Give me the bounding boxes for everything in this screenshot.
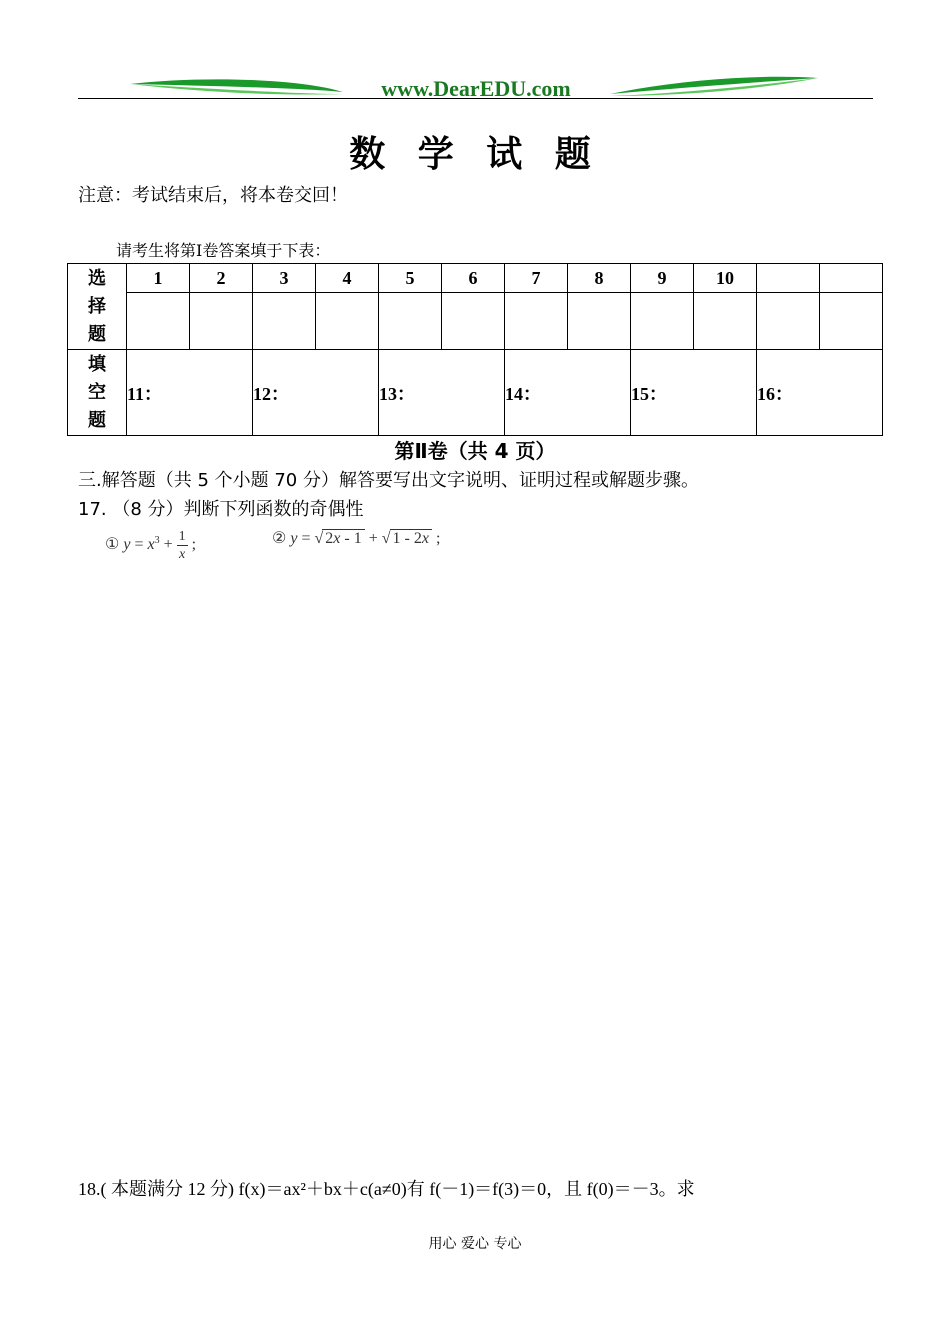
part3-heading: 三.解答题（共 5 个小题 70 分）解答要写出文字说明、证明过程或解题步骤。 xyxy=(78,470,699,491)
choice-answer-cell[interactable] xyxy=(253,293,316,350)
formula-2: ② y = √ 2x - 1 + √ 1 - 2x ; xyxy=(272,530,441,547)
logo-text: www.DearEDU.com xyxy=(381,76,571,101)
choice-answer-cell[interactable] xyxy=(505,293,568,350)
choice-number: 9 xyxy=(631,264,694,293)
choice-answer-cell[interactable] xyxy=(568,293,631,350)
choice-answer-cell[interactable] xyxy=(694,293,757,350)
fill-answer-cell[interactable]: 16： xyxy=(757,350,883,436)
choice-answer-cell[interactable] xyxy=(316,293,379,350)
choice-number: 4 xyxy=(316,264,379,293)
notice: 注意：考试结束后，将本卷交回！ xyxy=(78,185,348,206)
choice-number: 1 xyxy=(127,264,190,293)
instruction: 请考生将第Ⅰ卷答案填于下表： xyxy=(116,241,331,260)
header-logo xyxy=(78,70,873,106)
header-rule xyxy=(78,98,873,99)
choice-number: 6 xyxy=(442,264,505,293)
page-title: 数 学 试 题 xyxy=(349,134,601,175)
question-17: 17. （8 分）判断下列函数的奇偶性 xyxy=(78,499,364,520)
answer-table xyxy=(67,263,883,436)
choice-answer-cell[interactable] xyxy=(442,293,505,350)
choice-answer-cell[interactable] xyxy=(631,293,694,350)
choice-answer-cell[interactable] xyxy=(127,293,190,350)
choice-blank-header xyxy=(757,264,820,293)
choice-number: 3 xyxy=(253,264,316,293)
fill-answer-cell[interactable]: 12： xyxy=(253,350,379,436)
choice-blank-header xyxy=(820,264,883,293)
choice-number: 8 xyxy=(568,264,631,293)
choice-answer-cell[interactable] xyxy=(190,293,253,350)
fill-answer-cell[interactable]: 11： xyxy=(127,350,253,436)
fill-answer-cell[interactable]: 15： xyxy=(631,350,757,436)
fill-answer-cell[interactable]: 13： xyxy=(379,350,505,436)
choice-number: 7 xyxy=(505,264,568,293)
fill-row-label: 填 空 题 xyxy=(68,350,127,436)
choice-number: 2 xyxy=(190,264,253,293)
choice-number: 5 xyxy=(379,264,442,293)
choice-answer-cell[interactable] xyxy=(379,293,442,350)
footer: 用心 爱心 专心 xyxy=(428,1236,522,1252)
choice-answer-cell[interactable] xyxy=(757,293,820,350)
choice-answer-cell[interactable] xyxy=(820,293,883,350)
choice-row-label: 选 择 题 xyxy=(68,264,127,350)
question-18: 18.( 本题满分 12 分) f(x)＝ax²＋bx＋c(a≠0)有 f(－1)＝f(3)＝0，且 f(0)＝－3。求 xyxy=(78,1179,695,1199)
section-title: 第Ⅱ卷（共 4 页） xyxy=(394,439,556,463)
choice-number: 10 xyxy=(694,264,757,293)
formula-1: ① $y = x^3$ + $\frac{1}{x}$ ; xyxy=(105,529,197,562)
fill-answer-cell[interactable]: 14： xyxy=(505,350,631,436)
